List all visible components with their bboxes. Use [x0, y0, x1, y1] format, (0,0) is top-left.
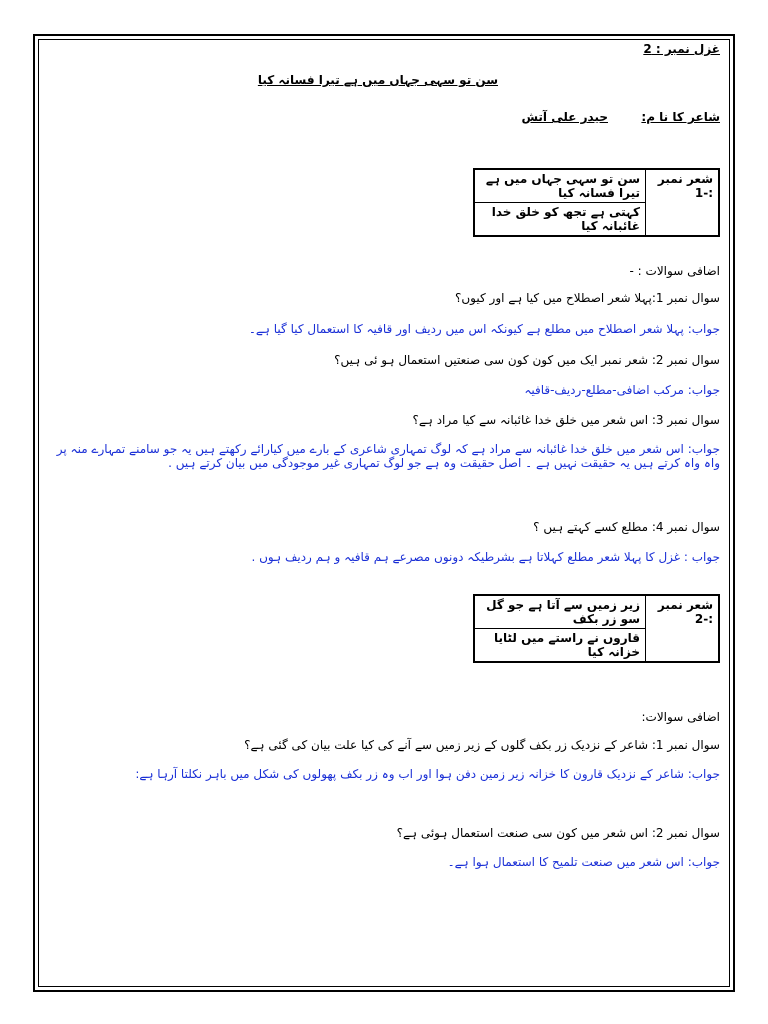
- ghazal-title: سن تو سہی جہاں میں ہے تیرا فسانہ کیا: [257, 73, 498, 87]
- question-2-2: سوال نمبر 2: اس شعر میں کون سی صنعت استعمال ہوئی ہے؟: [396, 826, 720, 840]
- question-1-4: سوال نمبر 4: مطلع کسے کہتے ہیں ؟: [533, 520, 720, 534]
- verse-2-label: شعر نمبر :-2: [646, 595, 720, 662]
- verse-2-line-1: زیر زمیں سے آتا ہے جو گل سو زر بکف: [474, 595, 646, 629]
- answer-1-1: جواب: پہلا شعر اصطلاح میں مطلع ہے کیونکہ اس میں ردیف اور قافیہ کا استعمال کیا گیا ہے۔: [248, 322, 720, 336]
- poet-label: شاعر کا نا م:: [641, 110, 720, 124]
- question-1-2: سوال نمبر 2: شعر نمبر ایک میں کون کون سی صنعتیں استعمال ہو ئی ہیں؟: [334, 353, 720, 367]
- verse-2-line-2: قاروں نے راستے میں لٹایا خزانہ کیا: [474, 629, 646, 663]
- verse-1-line-1: سن تو سہی جہاں میں ہے تیرا فسانہ کیا: [474, 169, 646, 203]
- answer-1-2: جواب: مرکب اضافی-مطلع-ردیف-قافیہ: [524, 383, 720, 397]
- ghazal-number: غزل نمبر : 2: [643, 42, 720, 56]
- answer-1-3: جواب: اس شعر میں خلق خدا غائبانہ سے مراد ہے کہ لوگ تمہاری شاعری کے بارے میں کیارائے رکھتے ہیں یہ جو سامنے تمہارے منہ پر واہ واہ کرتے ہیں یہ حقیقت نہیں ہے ۔ اصل حقیقت وہ ہے جو لوگ تمہاری غیر موجودگی میں بیان کرتے ہیں .: [56, 442, 720, 470]
- question-1-3: سوال نمبر 3: اس شعر میں خلق خدا غائبانہ سے کیا مراد ہے؟: [412, 413, 720, 427]
- question-1-1: سوال نمبر 1:پہلا شعر اصطلاح میں کیا ہے اور کیوں؟: [455, 291, 720, 305]
- answer-2-1: جواب: شاعر کے نزدیک قارون کا خزانہ زیر زمین دفن ہوا اور اب وہ زر بکف پھولوں کی شکل میں باہر نکلتا آرہا ہے:: [135, 767, 720, 781]
- answer-2-2: جواب: اس شعر میں صنعت تلمیح کا استعمال ہوا ہے۔: [447, 855, 720, 869]
- verse-1-label: شعر نمبر :-1: [646, 169, 720, 236]
- extra-questions-heading-2: اضافی سوالات:: [641, 710, 720, 724]
- extra-questions-heading-1: اضافی سوالات : -: [629, 264, 720, 278]
- verse-1-table: [473, 168, 720, 237]
- verse-1-line-2: کہتی ہے تجھ کو خلق خدا غائبانہ کیا: [474, 203, 646, 237]
- poet-name: حیدر علی آتش: [521, 110, 608, 124]
- answer-1-4: جواب : غزل کا پہلا شعر مطلع کہلاتا ہے بشرطیکہ دونوں مصرعے ہم قافیہ و ہم ردیف ہوں .: [251, 550, 720, 564]
- question-2-1: سوال نمبر 1: شاعر کے نزدیک زر بکف گلوں کے زیر زمیں سے آنے کی کیا علت بیان کی گئی ہے؟: [244, 738, 720, 752]
- verse-2-table: [473, 594, 720, 663]
